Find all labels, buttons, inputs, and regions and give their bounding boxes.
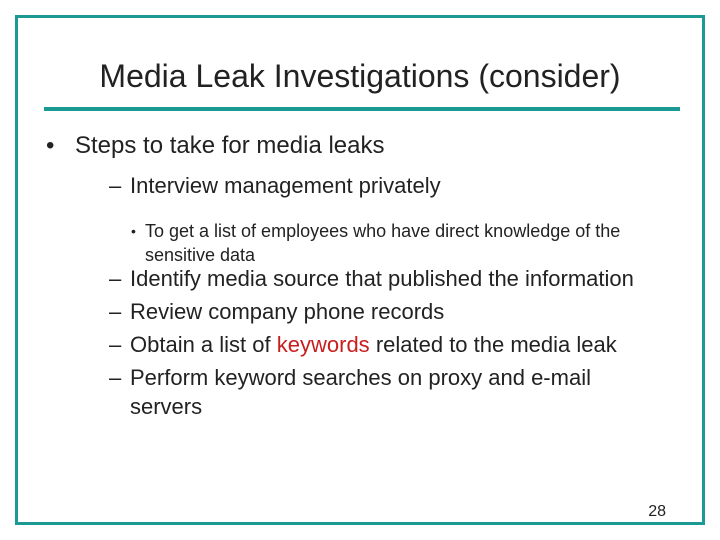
list-item-interview: [109, 171, 441, 200]
page-number: 28: [648, 503, 666, 520]
list-item-perform: [109, 363, 669, 421]
keyword-highlight: keywords: [276, 332, 370, 357]
main-bullet-text: Steps to take for media leaks: [75, 132, 385, 159]
dash-icon: –: [109, 173, 122, 198]
list-item-text: Obtain a list of: [130, 332, 271, 357]
list-item-identify: [109, 264, 634, 293]
list-item-text: Review company phone records: [130, 299, 445, 324]
dash-icon: –: [109, 299, 122, 324]
list-item-obtain: [109, 330, 617, 359]
title-divider: [44, 107, 680, 111]
list-item-review: [109, 297, 444, 326]
sub-bullet-text: To get a list of employees who have direct knowledge of the sensitive data: [145, 221, 621, 265]
dash-icon: –: [109, 365, 122, 390]
dash-icon: –: [109, 266, 122, 291]
main-bullet: [46, 130, 385, 162]
slide: [15, 15, 705, 525]
bullet-icon: •: [46, 132, 55, 159]
list-item-text: Interview management privately: [130, 173, 441, 198]
slide-title: Media Leak Investigations (consider): [99, 58, 621, 94]
dash-icon: –: [109, 332, 122, 357]
bullet-icon: •: [131, 223, 136, 239]
list-item-text: Perform keyword searches on proxy and e-mail servers: [130, 365, 591, 419]
list-item-text-suffix: related to the media leak: [375, 332, 617, 357]
list-item-text: Identify media source that published the information: [130, 266, 634, 291]
sub-bullet: [131, 219, 671, 267]
